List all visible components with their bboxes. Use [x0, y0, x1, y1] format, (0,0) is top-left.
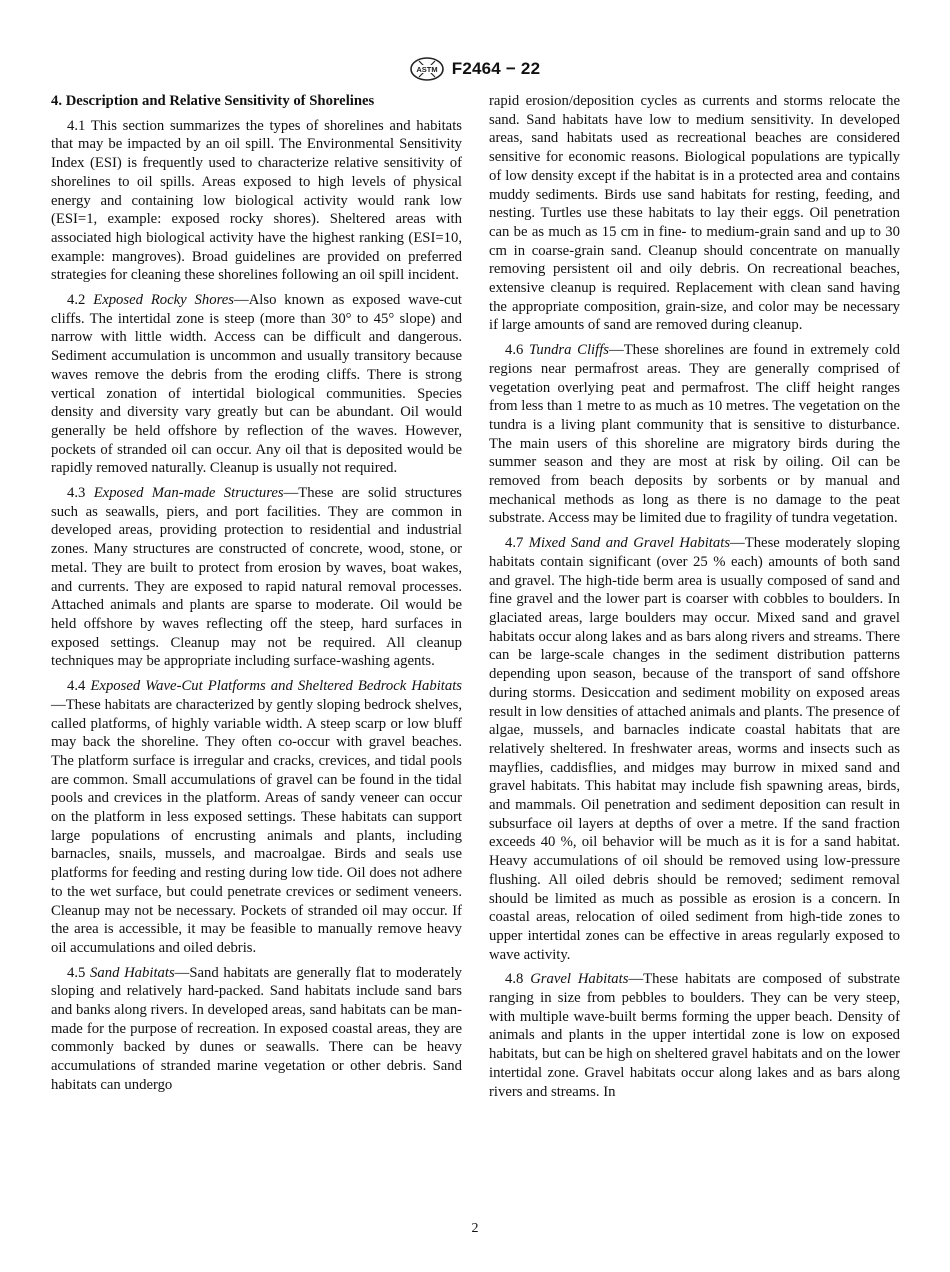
- paragraph-4-8: 4.8 Gravel Habitats—These habitats are composed of substrate ranging in size from pebbles to boulders. They can be very steep, with multiple wave-built berms forming the upper beach. Density of animals and plants in the upper intertidal zone is low on exposed habitats, but can be high on sheltered gravel habitats and on the lower intertidal zone. Gravel habitats occur along lakes and as bars along rivers and streams. In: [489, 971, 901, 1100]
- astm-logo-icon: [410, 57, 444, 81]
- paragraph-4-2: 4.2 Exposed Rocky Shores—Also known as exposed wave-cut cliffs. The intertidal zone is steep (more than 30° to 45° slope) and narrow with little width. Access can be difficult and dangerous. Sediment accumulation is uncommon and usually transitory because waves remove the debris from the eroding cliffs. There is strong vertical zonation of intertidal biological communities. Species density and diversity vary greatly but can be abundant. Oil would generally be held offshore by reflection of the waves. However, pockets of stranded oil can occur. Any oil that is deposited would be rapidly removed naturally. Cleanup is usually not required.: [51, 292, 463, 477]
- paragraph-title: Exposed Rocky Shores: [93, 292, 234, 309]
- left-column: [51, 92, 462, 1101]
- paragraph-4-3: 4.3 Exposed Man-made Structures—These are solid structures such as seawalls, piers, and port facilities. They are common in developed areas, providing protection to residential and industrial zones. Many structures are constructed of concrete, wood, stone, or metal. They are built to protect from erosion by waves, boat wakes, and currents. They are exposed to rapid natural removal processes. Attached animals and plants are sparse to moderate. Oil would be held offshore by waves reflecting off the steep, hard surfaces in exposed settings. Cleanup may not be required. All cleanup techniques may be appropriate including surface-washing agents.: [51, 485, 462, 670]
- paragraph-4-6: 4.6 Tundra Cliffs—These shorelines are found in extremely cold regions near permafrost areas. They are generally comprised of vegetation overlying peat and permafrost. The cliff height ranges from less than 1 metre to as much as 10 metres. The vegetation on the tundra is a living plant community that is sensitive to disturbance. The main users of this shoreline are migratory birds during the summer season and they are most at risk by oiling. Oil can be removed from beach deposits by sorbents or by manual and mechanical methods as long as there is no damage to the peat substrate. Access may be limited due to fragility of tundra vegetation.: [489, 342, 900, 527]
- right-column: [489, 92, 900, 1107]
- standard-designation: F2464 − 22: [451, 59, 541, 78]
- paragraph-title: Gravel Habitats: [530, 971, 629, 988]
- paragraph-title: Exposed Man-made Structures: [93, 485, 284, 502]
- page-header: [0, 56, 950, 82]
- section-heading: 4. Description and Relative Sensitivity of Shorelines: [51, 93, 375, 109]
- paragraph-4-1: 4.1 This section summarizes the types of shorelines and habitats that may be impacted by an oil spill. The Environmental Sensitivity Index (ESI) is frequently used to characterize relative sensitivity of shorelines to oil spills. Areas exposed to high levels of physical energy and containing low biological activity would rank low (ESI=1, example: exposed rocky shores). Sheltered areas with associated high biological activity have the highest ranking (ESI=10, example: mangroves). Broad guidelines are provided on preferred strategies for cleaning these shorelines following an oil spill incident.: [51, 117, 462, 284]
- paragraph-title: Tundra Cliffs: [529, 342, 610, 359]
- paragraph-title: Sand Habitats: [90, 964, 175, 981]
- page-number: 2: [471, 1221, 479, 1236]
- paragraph-4-7: 4.7 Mixed Sand and Gravel Habitats—These moderately sloping habitats contain significant (over 25 % each) amounts of both sand and gravel. The high-tide berm area is usually composed of sand and fine gravel and the lower part is coarser with cobbles to boulders. In glaciated areas, large boulders may occur. Mixed sand and gravel habitats occur along lakes and as bars along rivers and streams. There can be large-scale changes in the sediment distribution patterns depending upon season, because of the transport of sand offshore during storms. Desiccation and sediment mobility on exposed areas result in low densities of attached animals and plants. The presence of algae, mussels, and barnacles indicate coastal habitats that are relatively sheltered. In freshwater areas, worms and insects such as mayflies, caddisflies, and midges may burrow in mixed sand and gravel habitats. This habitat may include fish spawning areas, birds, and mammals. Oil penetration and sediment deposition can result in subsurface oil layers at depths of over a metre. If the sand fraction exceeds 40 %, oil behavior will be much as it is for a sand habitat. Heavy accumulations of oil should be removed using low-pressure flushing. All oiled debris should be removed; sediment removal should be limited as much as possible as erosion is a concern. In coastal areas, relocation of oiled sediment from high-tide zones to upper intertidal zones can be effective in areas regularly exposed to wave activity.: [489, 535, 900, 963]
- svg-text:ASTM: ASTM: [416, 65, 438, 74]
- paragraph-title: Exposed Wave-Cut Platforms and Sheltered Bedrock Habitats: [90, 678, 462, 695]
- paragraph-4-5: 4.5 Sand Habitats—Sand habitats are generally flat to moderately sloping and relatively hard-packed. Sand habitats include sand bars and banks along rivers. In developed areas, sand habitats can be man-made for the purpose of recreation. In exposed coastal areas, they are commonly backed by dunes or seawalls. There can be heavy accumulations of stranded marine vegetation or other debris. Sand habitats can undergo: [51, 964, 462, 1093]
- paragraph-4-4: 4.4 Exposed Wave-Cut Platforms and Sheltered Bedrock Habitats—These habitats are characterized by gently sloping bedrock shelves, called platforms, of highly variable width. A steep scarp or low bluff may back the shoreline. They often co-occur with gravel beaches. The platform surface is irregular and cracks, crevices, and tidal pools are common. Small accumulations of gravel can be found in the tidal pools and crevices in the platform. Areas of sandy veneer can occur on the platform in less exposed settings. These habitats can support large populations of encrusting animals and plants, including barnacles, snails, mussels, and macroalgae. Birds and seals use platforms for feeding and resting during low tide. Oil does not adhere to the wet surface, but could penetrate crevices or sediment veneers. Cleanup may not be necessary. Pockets of stranded oil may occur. If the area is accessible, it may be feasible to manually remove heavy oil accumulations and oiled debris.: [51, 678, 462, 956]
- paragraph-title: Mixed Sand and Gravel Habitats: [528, 535, 731, 552]
- paragraph-4-5-continued: rapid erosion/deposition cycles as currents and storms relocate the sand. Sand habitats have low to medium sensitivity. In developed areas, sand habitats used as recreational beaches are considered sensitive for economic reasons. Biological populations are typically of low density except if the habitat is in a protected area and contains muddy sediments. Birds use sand habitats for resting, feeding, and nesting. Turtles use these habitats to lay their eggs. Oil penetration can be as much as 15 cm in fine- to medium-grain sand and up to 30 cm in coarse-grain sand. Cleanup should concentrate on manually removing persistent oil and oily debris. On recreational beaches, extensive cleanup is required. Replacement with clean sand having the appropriate composition, grain-size, and color may be necessary if large amounts of sand are removed during cleanup.: [489, 93, 900, 334]
